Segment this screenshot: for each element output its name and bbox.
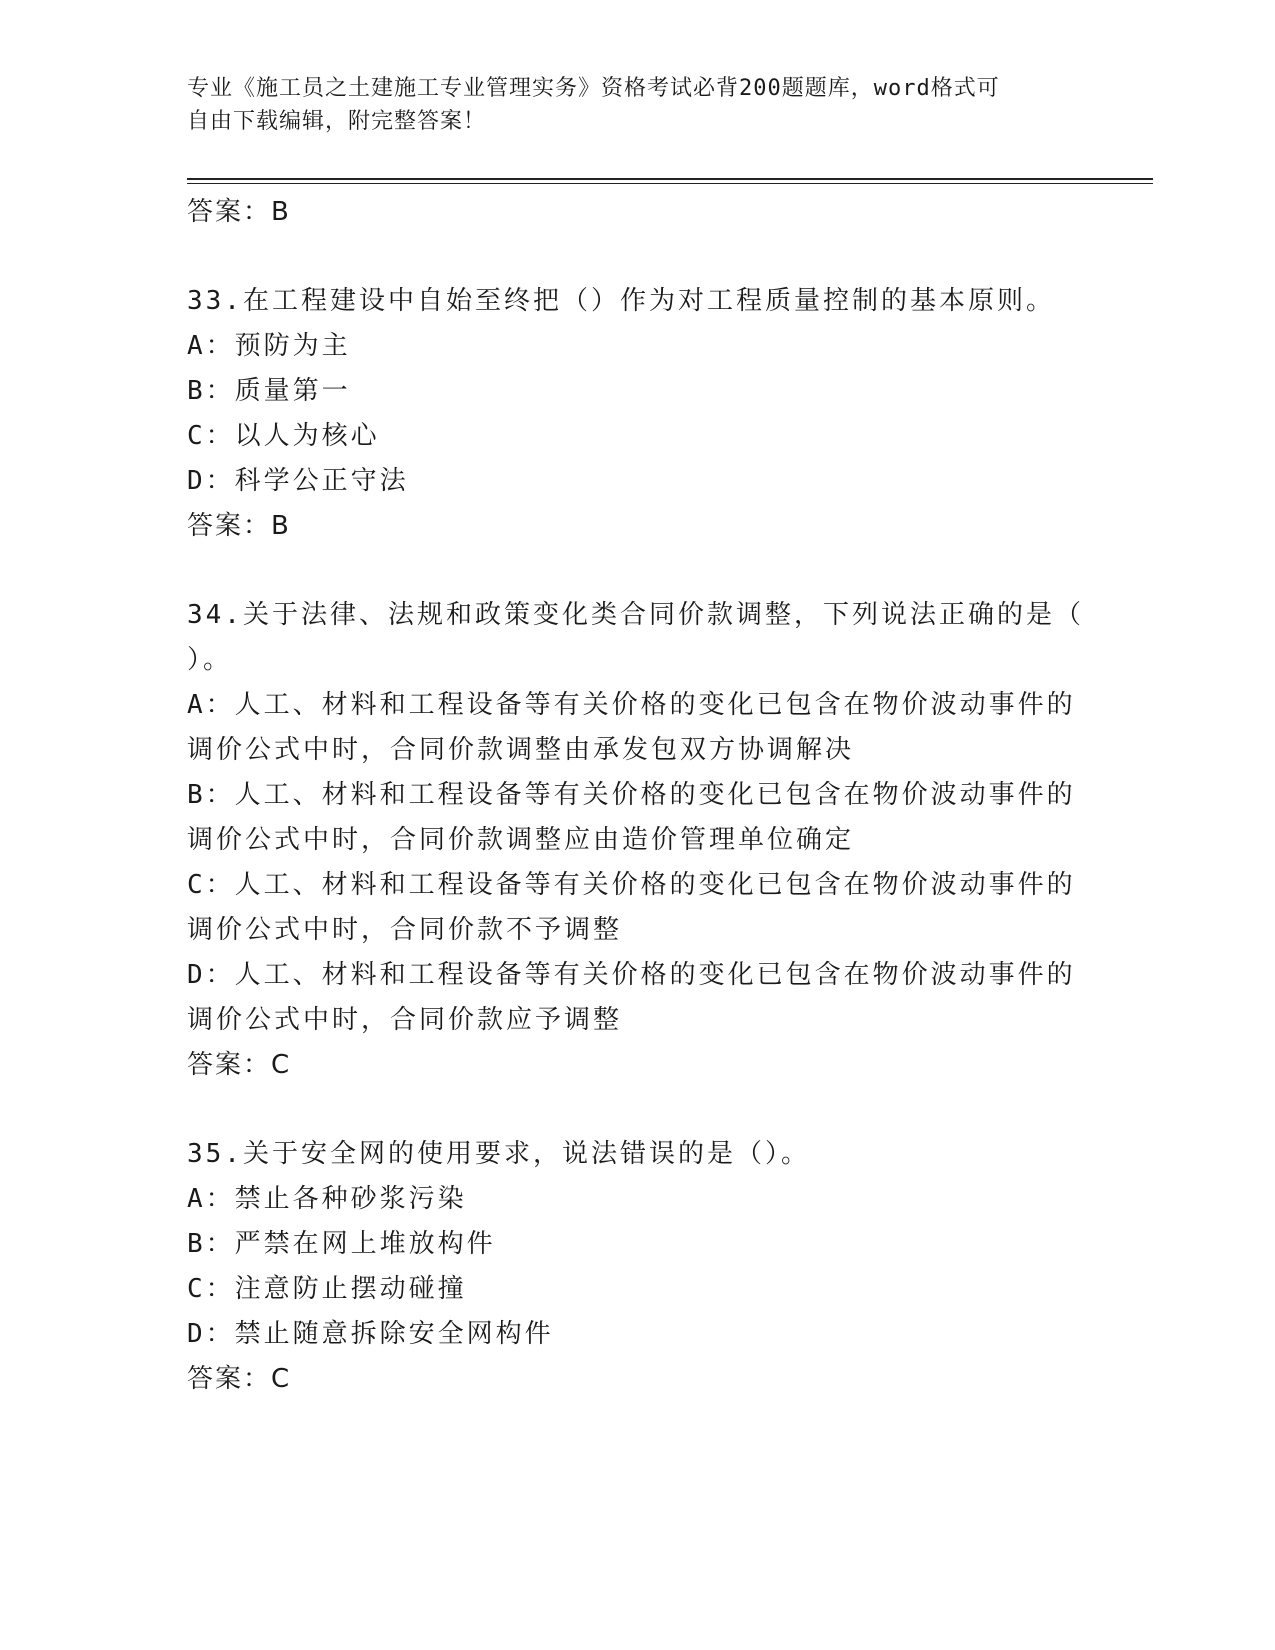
option-a-line-1: A：人工、材料和工程设备等有关价格的变化已包含在物价波动事件的 [187, 690, 1076, 720]
option-d-line-2: 调价公式中时，合同价款应予调整 [187, 1005, 623, 1035]
question-35 [187, 1132, 1087, 1402]
question-33 [187, 279, 1087, 549]
option-b: B：质量第一 [187, 376, 351, 406]
option-b-line-1: B：人工、材料和工程设备等有关价格的变化已包含在物价波动事件的 [187, 780, 1076, 810]
option-c-line-1: C：人工、材料和工程设备等有关价格的变化已包含在物价波动事件的 [187, 870, 1076, 900]
question-34 [187, 593, 1087, 1088]
option-a-line-2: 调价公式中时，合同价款调整由承发包双方协调解决 [187, 735, 855, 765]
option-c: C：以人为核心 [187, 421, 380, 451]
option-c: C：注意防止摆动碰撞 [187, 1274, 467, 1304]
spacer [187, 1088, 1087, 1132]
header-divider-thick [187, 178, 1153, 180]
question-stem: 33.在工程建设中自始至终把（）作为对工程质量控制的基本原则。 [187, 286, 1055, 316]
page-header [187, 72, 1067, 138]
question-stem-line-2: ）。 [187, 645, 233, 675]
answer: 答案：C [187, 1050, 292, 1080]
previous-answer: 答案：B [187, 197, 291, 227]
option-d-line-1: D：人工、材料和工程设备等有关价格的变化已包含在物价波动事件的 [187, 960, 1076, 990]
answer: 答案：C [187, 1364, 292, 1394]
option-b: B：严禁在网上堆放构件 [187, 1229, 496, 1259]
option-d: D：科学公正守法 [187, 466, 409, 496]
option-b-line-2: 调价公式中时，合同价款调整应由造价管理单位确定 [187, 825, 855, 855]
question-content [187, 190, 1087, 1402]
option-c-line-2: 调价公式中时，合同价款不予调整 [187, 915, 623, 945]
header-line-2: 自由下载编辑，附完整答案！ [187, 109, 487, 134]
header-divider-thin [187, 183, 1153, 184]
spacer [187, 549, 1087, 593]
question-stem-line-1: 34.关于法律、法规和政策变化类合同价款调整，下列说法正确的是（ [187, 600, 1084, 630]
header-line-1: 专业《施工员之土建施工专业管理实务》资格考试必背200题题库，word格式可 [187, 76, 1000, 101]
answer: 答案：B [187, 511, 291, 541]
question-stem: 35.关于安全网的使用要求，说法错误的是（）。 [187, 1139, 810, 1169]
option-a: A：禁止各种砂浆污染 [187, 1184, 467, 1214]
option-d: D：禁止随意拆除安全网构件 [187, 1319, 554, 1349]
option-a: A：预防为主 [187, 331, 351, 361]
spacer [187, 235, 1087, 279]
